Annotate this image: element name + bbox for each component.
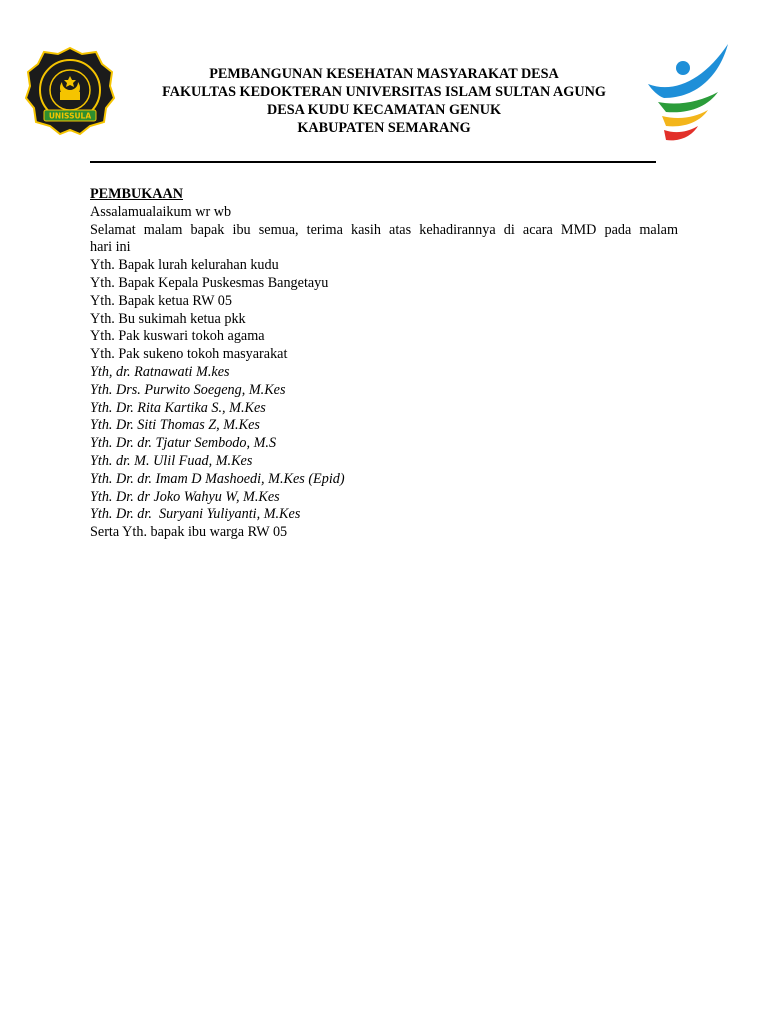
greeting-item-italic: Yth. Drs. Purwito Soegeng, M.Kes — [90, 381, 286, 398]
unissula-seal-icon — [24, 46, 116, 138]
header-line-2: FAKULTAS KEDOKTERAN UNIVERSITAS ISLAM SULTAN AGUNG — [162, 84, 606, 100]
greeting-item-italic: Yth. Dr. dr Joko Wahyu W, M.Kes — [90, 488, 280, 505]
greeting-item: Yth. Bapak Kepala Puskesmas Bangetayu — [90, 274, 329, 291]
stylized-person-swoosh-icon — [644, 40, 734, 144]
greeting-line: Assalamualaikum wr wb — [90, 203, 232, 220]
header-line-1: PEMBANGUNAN KESEHATAN MASYARAKAT DESA — [209, 66, 559, 82]
greeting-item: Yth. Bapak ketua RW 05 — [90, 292, 232, 309]
greeting-item: Yth. Pak kuswari tokoh agama — [90, 328, 265, 345]
intro-line-1: Selamat malam bapak ibu semua, terima kasih atas kehadirannya di acara MMD pada malam — [90, 221, 678, 238]
header-line-4: KABUPATEN SEMARANG — [297, 120, 471, 136]
document-body — [90, 186, 678, 542]
header-line-3: DESA KUDU KECAMATAN GENUK — [267, 102, 501, 118]
greeting-item-italic: Yth. Dr. dr. Tjatur Sembodo, M.S — [90, 435, 277, 452]
greeting-item: Yth. Bu sukimah ketua pkk — [90, 310, 246, 327]
greeting-item-italic: Yth. Dr. dr. Suryani Yuliyanti, M.Kes — [90, 506, 301, 523]
greeting-item-italic: Yth. Dr. Siti Thomas Z, M.Kes — [90, 417, 260, 434]
section-heading: PEMBUKAAN — [90, 186, 184, 202]
program-logo — [644, 40, 734, 144]
greeting-item-italic: Yth, dr. Ratnawati M.kes — [90, 363, 230, 380]
closing-line: Serta Yth. bapak ibu warga RW 05 — [90, 524, 288, 541]
letterhead — [120, 65, 648, 137]
greeting-item: Yth. Bapak lurah kelurahan kudu — [90, 257, 279, 274]
intro-line-2: hari ini — [90, 239, 131, 256]
greeting-item-italic: Yth. dr. M. Ulil Fuad, M.Kes — [90, 452, 253, 469]
greeting-item-italic: Yth. Dr. Rita Kartika S., M.Kes — [90, 399, 266, 416]
university-logo — [24, 46, 116, 138]
greeting-item-italic: Yth. Dr. dr. Imam D Mashoedi, M.Kes (Epid) — [90, 470, 345, 487]
header-divider — [90, 161, 656, 163]
greeting-item: Yth. Pak sukeno tokoh masyarakat — [90, 346, 288, 363]
logo-banner-text: UNISSULA — [48, 111, 92, 121]
